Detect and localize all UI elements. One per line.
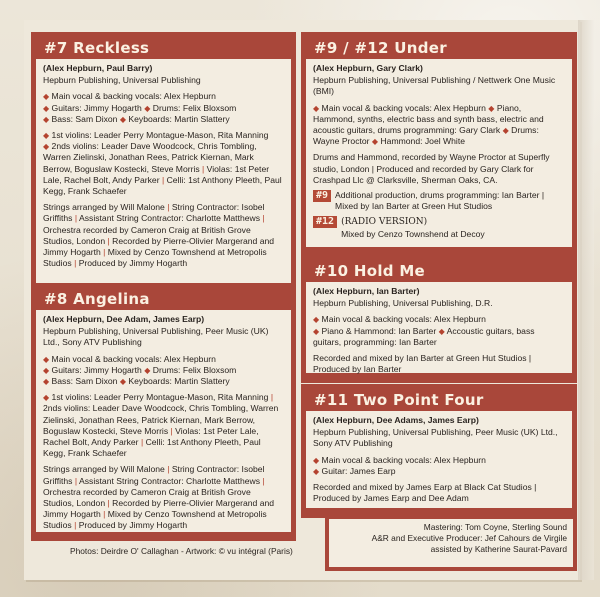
credits-list bbox=[43, 91, 284, 125]
diamond-icon: ◆ bbox=[438, 326, 445, 336]
strings-players: ◆ 1st violins: Leader Perry Montague-Mason, Rita Manning | 2nds violins: Leader Dave Woodcock, Chris Tombling, Warren Zielinski, Jonathan Rees, Patrick Kiernan, Mark Berrow, Boguslaw Kostecki, Steve Morris | Violas: 1st Peter Lale, Rachel Bolt, Andy Parker | Celli: 1st Anthony Pleeth, Paul Kegg, Frank Schaefer bbox=[43, 392, 279, 459]
diamond-icon: ◆ bbox=[43, 103, 50, 113]
credit-line: ◆ Main vocal & backing vocals: Alex Hepburn bbox=[43, 353, 216, 364]
sub-credit-text: Additional production, drums programming: Ian Barter | Mixed by Ian Barter at Green Hut Studios bbox=[335, 190, 545, 212]
credit-line: ◆ Main vocal & backing vocals: Alex Hepburn bbox=[43, 91, 216, 102]
track-panel-10 bbox=[301, 255, 577, 383]
recording-notes: Recorded and mixed by Ian Barter at Green Hut Studios | Produced by Ian Barter bbox=[313, 353, 532, 375]
credits-list: ◆ Main vocal & backing vocals: Alex Hepburn ◆ Piano & Hammond: Ian Barter ◆ Accoustic guitars, bass guitars, programming: Ian Barter bbox=[313, 314, 535, 347]
credits-list bbox=[43, 354, 284, 388]
writers: (Alex Hepburn, Dee Adam, James Earp) bbox=[43, 314, 205, 324]
credit-line: ◆ Bass: Sam Dixon ◆ Keyboards: Martin Slattery bbox=[43, 113, 230, 124]
track-title: #11 Two Point Four bbox=[314, 391, 484, 409]
diamond-icon: ◆ bbox=[119, 114, 127, 124]
writers: (Alex Hepburn, Ian Barter) bbox=[313, 286, 420, 296]
publishing: Hepburn Publishing, Universal Publishing, Peer Music (UK) Ltd., Sony ATV Publishing bbox=[313, 427, 558, 449]
sub-credit-9 bbox=[313, 190, 565, 212]
recording-notes: Drums and Hammond, recorded by Wayne Proctor at Superfly studio, London | Produced and recorded by Gary Clark for Crashpad Llc @ Clarksville, Sherman Oaks, CA. bbox=[313, 152, 550, 185]
diamond-icon: ◆ bbox=[371, 137, 379, 147]
diamond-icon: ◆ bbox=[313, 466, 320, 476]
strings-credits: Strings arranged by Will Malone | String Contractor: Isobel Griffiths | Assistant String Contractor: Charlotte Matthews | Orchestra recorded by Cameron Craig at British Grove Studios, London | Recorded by Pierre-Olivier Margerand and Jimmy Hogarth | Mixed by Cenzo Townshend at Metropolis Studios | Produced by Jimmy Hogarth bbox=[43, 202, 275, 269]
diamond-icon: ◆ bbox=[43, 92, 50, 102]
publishing: Hepburn Publishing, Universal Publishing, D.R. bbox=[313, 298, 493, 309]
strings-credits: Strings arranged by Will Malone | String Contractor: Isobel Griffiths | Assistant String Contractor: Charlotte Matthews | Orchestra recorded by Cameron Craig at British Grove Studios, London | Recorded by Pierre-Olivier Margerand and Jimmy Hogarth | Mixed by Cenzo Townshend at Metropolis Studios | Produced by Jimmy Hogarth bbox=[43, 464, 275, 531]
ar-line: A&R and Executive Producer: Jef Cahours de Virgile bbox=[371, 532, 567, 543]
mastering-credits bbox=[329, 519, 573, 567]
strings-players: ◆ 1st violins: Leader Perry Montague-Mason, Rita Manning ◆ 2nds violins: Leader Dave Woodcock, Chris Tombling, Warren Zielinski, Jonathan Rees, Patrick Kiernan, Mark Berrow, Boguslaw Kostecki, Steve Morris | Violas: 1st Peter Lale, Rachel Bolt, Andy Parker | Celli: 1st Anthony Pleeth, Paul Kegg, Frank Schaefer bbox=[43, 130, 282, 197]
track-panel-8 bbox=[31, 283, 296, 541]
mastering-line: Mastering: Tom Coyne, Sterling Sound bbox=[423, 522, 567, 532]
photo-artwork-credit: Photos: Deirdre O' Callaghan - Artwork: © vu intégral (Paris) bbox=[70, 546, 293, 556]
diamond-icon: ◆ bbox=[144, 103, 151, 113]
diamond-icon: ◆ bbox=[119, 377, 127, 387]
track-panel-9-12 bbox=[301, 32, 577, 257]
publishing: Hepburn Publishing, Universal Publishing, Peer Music (UK) Ltd., Sony ATV Publishing bbox=[43, 326, 269, 348]
sub-credit-text: (RADIO VERSION) Mixed by Cenzo Townshend at Decoy bbox=[341, 217, 485, 239]
track-body bbox=[36, 59, 291, 283]
writers: (Alex Hepburn, Paul Barry) bbox=[43, 63, 153, 73]
track-title: #9 / #12 Under bbox=[314, 39, 447, 57]
track-panel-7 bbox=[31, 32, 296, 294]
mastering-credits-box bbox=[325, 515, 577, 571]
diamond-icon: ◆ bbox=[488, 103, 495, 113]
diamond-icon: ◆ bbox=[313, 103, 320, 113]
credits-list: ◆ Main vocal & backing vocals: Alex Hepburn ◆ Guitar: James Earp bbox=[313, 454, 486, 476]
writers: (Alex Hepburn, Dee Adams, James Earp) bbox=[313, 415, 479, 425]
diamond-icon: ◆ bbox=[43, 354, 50, 364]
track-title: #10 Hold Me bbox=[314, 262, 426, 280]
diamond-icon: ◆ bbox=[43, 365, 50, 375]
diamond-icon: ◆ bbox=[502, 126, 509, 136]
diamond-icon: ◆ bbox=[43, 131, 50, 141]
track-title: #8 Angelina bbox=[44, 290, 150, 308]
track-title: #7 Reckless bbox=[44, 39, 150, 57]
diamond-icon: ◆ bbox=[43, 377, 50, 387]
sub-credit-12 bbox=[313, 216, 565, 239]
recording-notes: Recorded and mixed by James Earp at Black Cat Studios | Produced by James Earp and Dee Adam bbox=[313, 482, 537, 504]
track-badge-9: #9 bbox=[313, 190, 331, 202]
assisted-line: assisted by Katherine Saurat-Pavard bbox=[430, 543, 567, 554]
publishing: Hepburn Publishing, Universal Publishing / Nettwerk One Music (BMI) bbox=[313, 75, 556, 97]
track-body bbox=[306, 59, 572, 247]
diamond-icon: ◆ bbox=[313, 315, 320, 325]
writers: (Alex Hepburn, Gary Clark) bbox=[313, 63, 423, 73]
diamond-icon: ◆ bbox=[144, 365, 151, 375]
publishing: Hepburn Publishing, Universal Publishing bbox=[43, 75, 201, 86]
diamond-icon: ◆ bbox=[43, 393, 50, 403]
credits-list: ◆ Main vocal & backing vocals: Alex Hepburn ◆ Piano, Hammond, synths, electric bass and synth bass, electric and acoustic guitars, drums programming: Gary Clark ◆ Drums: Wayne Proctor ◆ Hammond: Joel White bbox=[313, 102, 544, 147]
credit-line: ◆ Guitars: Jimmy Hogarth ◆ Drums: Felix Bloxsom bbox=[43, 364, 237, 375]
track-body bbox=[36, 310, 291, 532]
diamond-icon: ◆ bbox=[43, 114, 50, 124]
diamond-icon: ◆ bbox=[43, 142, 50, 152]
track-body bbox=[306, 282, 572, 373]
track-badge-12: #12 bbox=[313, 216, 337, 228]
diamond-icon: ◆ bbox=[313, 455, 320, 465]
credit-line: ◆ Guitars: Jimmy Hogarth ◆ Drums: Felix Bloxsom bbox=[43, 102, 237, 113]
track-body bbox=[306, 411, 572, 508]
radio-version-label: (RADIO VERSION) bbox=[341, 217, 428, 228]
diamond-icon: ◆ bbox=[313, 326, 320, 336]
credit-line: ◆ Bass: Sam Dixon ◆ Keyboards: Martin Slattery bbox=[43, 376, 230, 387]
track-panel-11 bbox=[301, 384, 577, 518]
